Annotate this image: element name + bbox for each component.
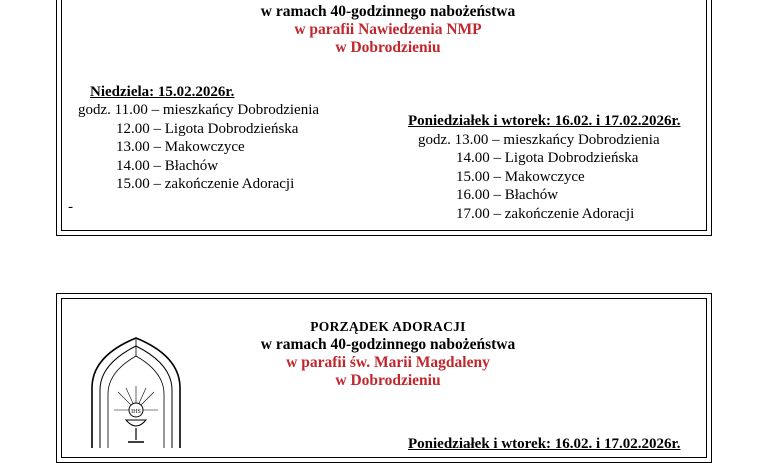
day-heading-monday-tuesday-partial: Poniedziałek i wtorek: 16.02. i 17.02.2026r. — [408, 436, 681, 452]
gothic-arch-monstrance-icon — [88, 336, 184, 448]
day-heading-monday-tuesday: Poniedziałek i wtorek: 16.02. i 17.02.2026r. — [408, 113, 681, 129]
schedule-row: 15.00 – Makowczyce — [456, 169, 585, 185]
schedule-row: 12.00 – Ligota Dobrodzieńska — [116, 121, 299, 137]
schedule-row: 14.00 – Błachów — [116, 158, 219, 174]
schedule-row: 17.00 – zakończenie Adoracji — [456, 206, 635, 222]
schedule-row: 13.00 – Makowczyce — [116, 139, 245, 155]
schedule-row: godz. 11.00 – mieszkańcy Dobrodzienia — [78, 102, 320, 118]
schedule-row: 16.00 – Błachów — [456, 187, 559, 203]
schedule-row: 14.00 – Ligota Dobrodzieńska — [456, 150, 639, 166]
stray-dash: - — [68, 199, 73, 215]
section2-title-line1: w ramach 40-godzinnego nabożeństwa — [260, 336, 516, 353]
section1-title-line3: w Dobrodzieniu — [335, 39, 441, 56]
section1-title-line2: w parafii Nawiedzenia NMP — [294, 21, 482, 38]
section2-title-line3: w Dobrodzieniu — [335, 372, 441, 389]
section1-title-line1: w ramach 40-godzinnego nabożeństwa — [260, 3, 516, 20]
svg-text:IHS: IHS — [131, 409, 141, 415]
section2-title-line0: PORZĄDEK ADORACJI — [310, 319, 466, 334]
schedule-row: 15.00 – zakończenie Adoracji — [116, 176, 295, 192]
day-heading-sunday: Niedziela: 15.02.2026r. — [90, 84, 235, 100]
schedule-row: godz. 13.00 – mieszkańcy Dobrodzienia — [418, 132, 660, 148]
section2-title-line2: w parafii św. Marii Magdaleny — [286, 354, 490, 371]
